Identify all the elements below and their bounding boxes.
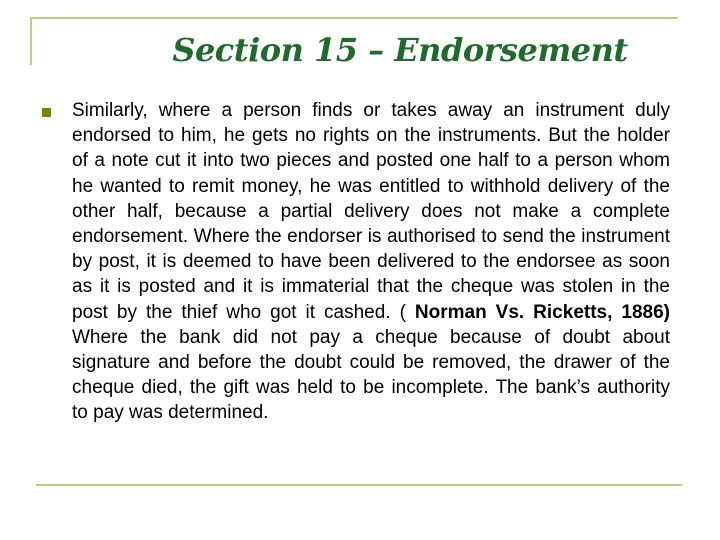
top-border-rule (30, 17, 678, 19)
slide-title: Section 15 – Endorsement (172, 31, 628, 69)
case-citation: Norman Vs. Ricketts, 1886) (414, 301, 670, 323)
paragraph-text-after: Where the bank did not pay a cheque because of doubt about signature and before the doubt could be removed, the drawer of the cheque died, the gift was held to be incomplete. The bank’s authority to pay was determined. (72, 326, 670, 424)
bullet-paragraph (72, 98, 670, 426)
bottom-border-rule (36, 484, 682, 486)
square-bullet-icon (42, 108, 51, 117)
paragraph-text-before: Similarly, where a person finds or takes away an instrument duly endorsed to him, he gets no rights on the instruments. But the holder of a note cut it into two pieces and posted one half to a person whom he wanted to remit money, he was entitled to withhold delivery of the other half, because a partial delivery does not make a complete endorsement. Where the endorser is authorised to send the instrument by post, it is deemed to have been delivered to the endorsee as soon as it is posted and it is immaterial that the cheque was stolen in the post by the thief who got it cashed. ( (72, 100, 670, 323)
